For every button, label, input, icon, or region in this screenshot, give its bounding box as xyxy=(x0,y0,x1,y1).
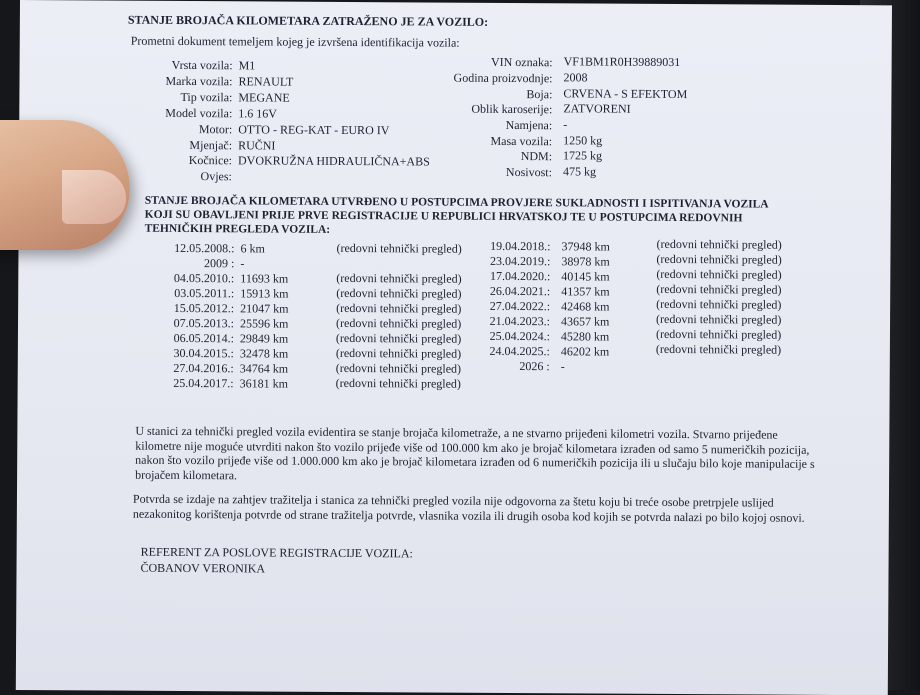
document-subtitle: Prometni dokument temeljem kojeg je izvršena identifikacija vozila: xyxy=(130,33,460,50)
reading-type: (redovni tehnički pregled) xyxy=(656,236,782,252)
vehicle-value: MEGANE xyxy=(238,90,290,105)
reading-type: (redovni tehnički pregled) xyxy=(655,326,782,342)
vehicle-label: Model vozila: xyxy=(165,105,233,121)
vehicle-value: RENAULT xyxy=(238,74,294,89)
document-page xyxy=(16,0,892,695)
reading-type: (redovni tehnički pregled) xyxy=(335,315,462,331)
vehicle-value: 1.6 16V xyxy=(238,106,278,121)
vehicle-label: NDM: xyxy=(520,149,553,164)
reading-km: 34764 km xyxy=(239,361,289,376)
vehicle-label: Motor: xyxy=(198,122,233,137)
vehicle-value: OTTO - REG-KAT - EURO IV xyxy=(238,122,390,138)
reading-type: (redovni tehnički pregled) xyxy=(656,266,782,282)
reading-date: 21.04.2023.: xyxy=(489,313,551,329)
reading-km: 15913 km xyxy=(240,286,289,301)
vehicle-value: RUČNI xyxy=(238,138,276,153)
vehicle-value: 1250 kg xyxy=(563,133,603,148)
vehicle-label: VIN oznaka: xyxy=(490,54,553,70)
vehicle-label: Namjena: xyxy=(505,117,553,133)
vehicle-label: Boja: xyxy=(526,87,553,102)
reading-km: 43657 km xyxy=(561,314,610,329)
reading-km: 32478 km xyxy=(239,346,289,361)
vehicle-value: DVOKRUŽNA HIDRAULIČNA+ABS xyxy=(237,153,430,169)
section-title-line: TEHNIČKIH PREGLEDA VOZILA: xyxy=(144,222,331,236)
vehicle-label: Kočnice: xyxy=(188,153,233,168)
signatory-name: ČOBANOV VERONIKA xyxy=(140,560,266,576)
vehicle-value: 2008 xyxy=(563,70,588,85)
reading-type: (redovni tehnički pregled) xyxy=(336,240,462,256)
vehicle-value: CRVENA - S EFEKTOM xyxy=(563,86,688,102)
vehicle-value: 475 kg xyxy=(562,164,597,179)
reading-type: (redovni tehnički pregled) xyxy=(336,300,462,316)
reading-km: 11693 km xyxy=(240,271,289,286)
reading-km: 29849 km xyxy=(239,331,289,346)
vehicle-value: ZATVORENI xyxy=(563,101,631,116)
reading-type: (redovni tehnički pregled) xyxy=(336,285,462,301)
vehicle-label: Masa vozila: xyxy=(490,133,553,149)
reading-date: 15.05.2012.: xyxy=(173,300,235,316)
section-title-line: KOJI SU OBAVLJENI PRIJE PRVE REGISTRACIJE U REPUBLICI HRVATSKOJ TE U POSTUPCIMA REDOVNIH xyxy=(144,208,743,225)
reading-type: (redovni tehnički pregled) xyxy=(335,330,462,346)
reading-type: (redovni tehnički pregled) xyxy=(656,296,782,312)
reading-type: (redovni tehnički pregled) xyxy=(656,281,782,297)
vehicle-value: - xyxy=(563,117,568,132)
reading-km: 25596 km xyxy=(239,316,289,331)
reading-date: 03.05.2011.: xyxy=(174,285,235,301)
reading-km: 38978 km xyxy=(561,254,610,269)
reading-date: 2026 : xyxy=(519,359,550,374)
reading-date: 23.04.2019.: xyxy=(490,253,551,269)
reading-type: (redovni tehnički pregled) xyxy=(656,311,782,327)
vehicle-label: Nosivost: xyxy=(505,164,553,180)
vehicle-label: Vrsta vozila: xyxy=(171,57,233,73)
reading-date: 25.04.2024.: xyxy=(489,328,550,344)
disclaimer-paragraph: U stanici za tehnički pregled vozila evidentira se stanje brojača kilometraže, a ne stvarno prijeđeni kilometri vozila. Stvarno prijeđene kilometre nije moguće utvrditi nakon što vozilo prijeđe više od 100.000 km ako je brojač kilometara izrađen od samo 5 numeričkih pozicija, nakon što vozilo prijeđe više od 1.000.000 km ako je brojač kilometara izrađen od 6 numeričkih pozicija ili u slučaju bilo koje manipulacije s brojačem kilometara. xyxy=(135,423,815,482)
vehicle-label: Godina proizvodnje: xyxy=(453,70,553,86)
reading-km: - xyxy=(240,256,245,271)
reading-km: 41357 km xyxy=(561,284,610,299)
reading-date: 30.04.2015.: xyxy=(173,345,234,361)
vehicle-label: Marka vozila: xyxy=(165,73,233,89)
vehicle-value: M1 xyxy=(238,58,256,73)
vehicle-value: 1725 kg xyxy=(563,148,603,163)
reading-date: 12.05.2008.: xyxy=(174,240,235,256)
vehicle-label: Mjenjač: xyxy=(189,138,233,153)
liability-paragraph: Potvrda se izdaje na zahtjev tražitelja i stanica za tehnički pregled vozila nije odgovorna za štetu koju bi treće osobe pretrpjele uslijed nezakonitog korištenja potvrde od strane tražitelja potvrde, vlasnika vozila ili drugih osoba kod kojih se potvrda nalazi po bilo kojoj osnovi. xyxy=(132,491,805,525)
signatory-title: REFERENT ZA POSLOVE REGISTRACIJE VOZILA: xyxy=(140,544,413,561)
reading-date: 07.05.2013.: xyxy=(173,315,235,331)
reading-km: - xyxy=(560,359,565,374)
reading-type: (redovni tehnički pregled) xyxy=(655,341,782,357)
reading-date: 2009 : xyxy=(204,256,235,271)
reading-km: 42468 km xyxy=(561,299,610,314)
vehicle-label: Oblik karoserije: xyxy=(471,101,553,117)
reading-date: 24.04.2025.: xyxy=(489,343,550,359)
reading-date: 04.05.2010.: xyxy=(173,270,235,286)
reading-type: (redovni tehnički pregled) xyxy=(335,375,462,391)
vehicle-label: Tip vozila: xyxy=(180,89,233,105)
reading-type: (redovni tehnički pregled) xyxy=(335,360,462,376)
reading-km: 21047 km xyxy=(240,301,289,316)
reading-date: 19.04.2018.: xyxy=(490,238,551,254)
reading-date: 27.04.2022.: xyxy=(489,298,551,314)
vehicle-label: Ovjes: xyxy=(200,169,232,184)
thumbnail-fingernail xyxy=(62,170,126,224)
reading-km: 6 km xyxy=(240,241,265,256)
reading-km: 45280 km xyxy=(560,329,610,344)
section-title-line: STANJE BROJAČA KILOMETARA UTVRĐENO U POSTUPCIMA PROVJERE SUKLADNOSTI I ISPITIVANJA VOZILA xyxy=(144,194,769,211)
reading-km: 36181 km xyxy=(239,376,289,391)
reading-date: 25.04.2017.: xyxy=(173,375,234,391)
reading-date: 26.04.2021.: xyxy=(489,283,551,299)
reading-type: (redovni tehnički pregled) xyxy=(656,251,782,267)
reading-km: 40145 km xyxy=(561,269,610,284)
reading-type: (redovni tehnički pregled) xyxy=(336,270,462,286)
reading-date: 27.04.2016.: xyxy=(173,360,234,376)
vin-value: VF1BM1R0H39889031 xyxy=(563,54,681,70)
reading-km: 46202 km xyxy=(560,344,610,359)
reading-date: 17.04.2020.: xyxy=(489,268,551,284)
reading-km: 37948 km xyxy=(561,239,610,254)
document-title: STANJE BROJAČA KILOMETARA ZATRAŽENO JE ZA VOZILO: xyxy=(127,12,489,29)
reading-type: (redovni tehnički pregled) xyxy=(335,345,462,361)
reading-date: 06.05.2014.: xyxy=(173,330,234,346)
